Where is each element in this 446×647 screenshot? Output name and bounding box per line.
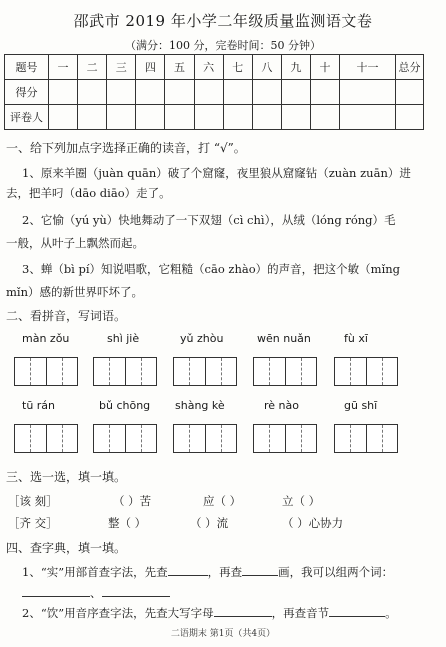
score-cell[interactable]: [252, 80, 281, 105]
pinyin-label: wēn nuǎn: [257, 332, 311, 345]
q4-item-2-text-b: ，再查音节: [271, 606, 330, 620]
writing-grid[interactable]: [334, 357, 398, 386]
score-cell[interactable]: [194, 80, 223, 105]
writing-grid[interactable]: [253, 424, 317, 453]
score-cell[interactable]: [136, 80, 165, 105]
score-cell[interactable]: [310, 80, 339, 105]
score-header-cell: 总分: [396, 55, 424, 80]
q3-options-1: ［该 刻］: [8, 494, 58, 508]
grader-cell[interactable]: [340, 105, 396, 130]
grader-cell[interactable]: [194, 105, 223, 130]
q1-sentence-1a: 1、原来羊圈（juàn quān）破了个窟窿，夜里狼从窟窿钻（zuàn zuān）进: [22, 166, 411, 180]
exam-title: 邵武市 2019 年小学二年级质量监测语文卷: [73, 12, 373, 30]
q4-item-1-text-a: 1、“实”用部首查字法，先查: [22, 565, 168, 579]
score-header-cell: 五: [165, 55, 194, 80]
score-cell[interactable]: [107, 80, 136, 105]
score-cell[interactable]: [49, 80, 78, 105]
score-cell[interactable]: [281, 80, 310, 105]
score-cell[interactable]: [396, 80, 424, 105]
score-header-cell: 九: [281, 55, 310, 80]
score-header-cell: 题号: [5, 55, 49, 80]
grader-cell[interactable]: [165, 105, 194, 130]
pinyin-label: yǔ zhòu: [180, 332, 224, 345]
grader-cell[interactable]: [78, 105, 107, 130]
writing-grid[interactable]: [173, 424, 237, 453]
writing-grid[interactable]: [253, 357, 317, 386]
q2-heading: 二、看拼音，写词语。: [6, 309, 127, 323]
score-cell[interactable]: [165, 80, 194, 105]
q4-blank-strokes[interactable]: [242, 564, 278, 576]
q3-blank-2c[interactable]: （ ）心协力: [282, 516, 344, 530]
q3-blank-1c[interactable]: 立（ ）: [282, 494, 321, 508]
writing-grid[interactable]: [93, 424, 157, 453]
score-row: [5, 80, 424, 105]
grader-cell[interactable]: [252, 105, 281, 130]
grader-cell[interactable]: [281, 105, 310, 130]
q3-blank-2b[interactable]: （ ）流: [190, 516, 229, 530]
pinyin-label: bǔ chōng: [99, 399, 151, 412]
score-header-cell: 一: [49, 55, 78, 80]
writing-grid[interactable]: [334, 424, 398, 453]
q4-word-separator: 、: [90, 586, 102, 600]
q3-heading: 三、选一选，填一填。: [6, 470, 127, 484]
score-cell[interactable]: [340, 80, 396, 105]
q4-heading: 四、查字典，填一填。: [6, 541, 127, 555]
q3-blank-2a[interactable]: 整（ ）: [108, 516, 147, 530]
writing-grid[interactable]: [14, 357, 78, 386]
writing-grid[interactable]: [173, 357, 237, 386]
pinyin-label: màn zǒu: [22, 332, 70, 345]
score-table-header-row: [5, 55, 424, 80]
q3-blank-1a[interactable]: （ ）苦: [113, 494, 152, 508]
q4-item-1-text-b: ，再查: [207, 565, 243, 579]
q4-blank-syllable[interactable]: [329, 605, 385, 617]
q4-item-1: [22, 564, 393, 579]
grader-cell[interactable]: [136, 105, 165, 130]
grader-row: [5, 105, 424, 130]
score-header-cell: 三: [107, 55, 136, 80]
q1-sentence-2a: 2、它愉（yú yù）快地舞动了一下双翅（cì chì），从绒（lóng róng）毛: [22, 213, 396, 227]
grader-cell[interactable]: [396, 105, 424, 130]
q1-sentence-2b: 一般，从叶子上飘然而起。: [6, 236, 144, 250]
score-header-cell: 六: [194, 55, 223, 80]
score-table: [4, 54, 424, 130]
score-header-cell: 十: [310, 55, 339, 80]
pinyin-row-1: [0, 332, 446, 346]
writing-grid[interactable]: [93, 357, 157, 386]
grader-cell[interactable]: [49, 105, 78, 130]
pinyin-row-2: [0, 399, 446, 413]
exam-subtitle: （满分：100 分，完卷时间：50 分钟）: [125, 39, 321, 52]
q4-item-2-text-c: 。: [385, 606, 397, 620]
q4-blank-radical[interactable]: [168, 564, 208, 576]
pinyin-label: fù xī: [344, 332, 368, 345]
q4-blank-word-2[interactable]: [102, 585, 170, 597]
score-row-label: 得分: [5, 80, 49, 105]
q4-item-1-text-c: 画，我可以组两个词：: [278, 565, 394, 579]
q3-options-2: ［齐 交］: [8, 516, 58, 530]
q4-blank-word-1[interactable]: [22, 585, 90, 597]
q4-item-2: [22, 605, 397, 620]
page-footer: 二语期末 第1页（共4页）: [170, 629, 276, 639]
q1-sentence-3a: 3、蝉（bì pí）知说唱歌，它粗糙（cāo zhào）的声音，把这个敏（mǐng: [22, 262, 401, 276]
q1-sentence-1b: 去，把羊叼（dāo diāo）走了。: [6, 186, 171, 200]
q4-item-1-words: [22, 585, 170, 600]
score-header-cell: 四: [136, 55, 165, 80]
score-header-cell: 七: [223, 55, 252, 80]
grader-cell[interactable]: [223, 105, 252, 130]
q4-blank-letter[interactable]: [214, 605, 272, 617]
pinyin-label: shì jiè: [107, 332, 140, 345]
score-cell[interactable]: [223, 80, 252, 105]
score-header-cell: 八: [252, 55, 281, 80]
grader-cell[interactable]: [107, 105, 136, 130]
grader-row-label: 评卷人: [5, 105, 49, 130]
pinyin-label: rè nào: [264, 399, 299, 412]
writing-grid[interactable]: [14, 424, 78, 453]
q4-item-2-text-a: 2、“饮”用音序查字法，先查大写字母: [22, 606, 214, 620]
q3-blank-1b[interactable]: 应（ ）: [203, 494, 242, 508]
pinyin-label: gū shī: [344, 399, 378, 412]
score-cell[interactable]: [78, 80, 107, 105]
pinyin-label: tū rán: [22, 399, 56, 412]
score-header-cell: 二: [78, 55, 107, 80]
pinyin-label: shàng kè: [175, 399, 225, 412]
q1-sentence-3b: mǐn）感的新世界吓坏了。: [6, 285, 143, 299]
q1-heading: 一、给下列加点字选择正确的读音，打 “√”。: [6, 141, 246, 155]
score-header-cell: 十一: [340, 55, 396, 80]
grader-cell[interactable]: [310, 105, 339, 130]
